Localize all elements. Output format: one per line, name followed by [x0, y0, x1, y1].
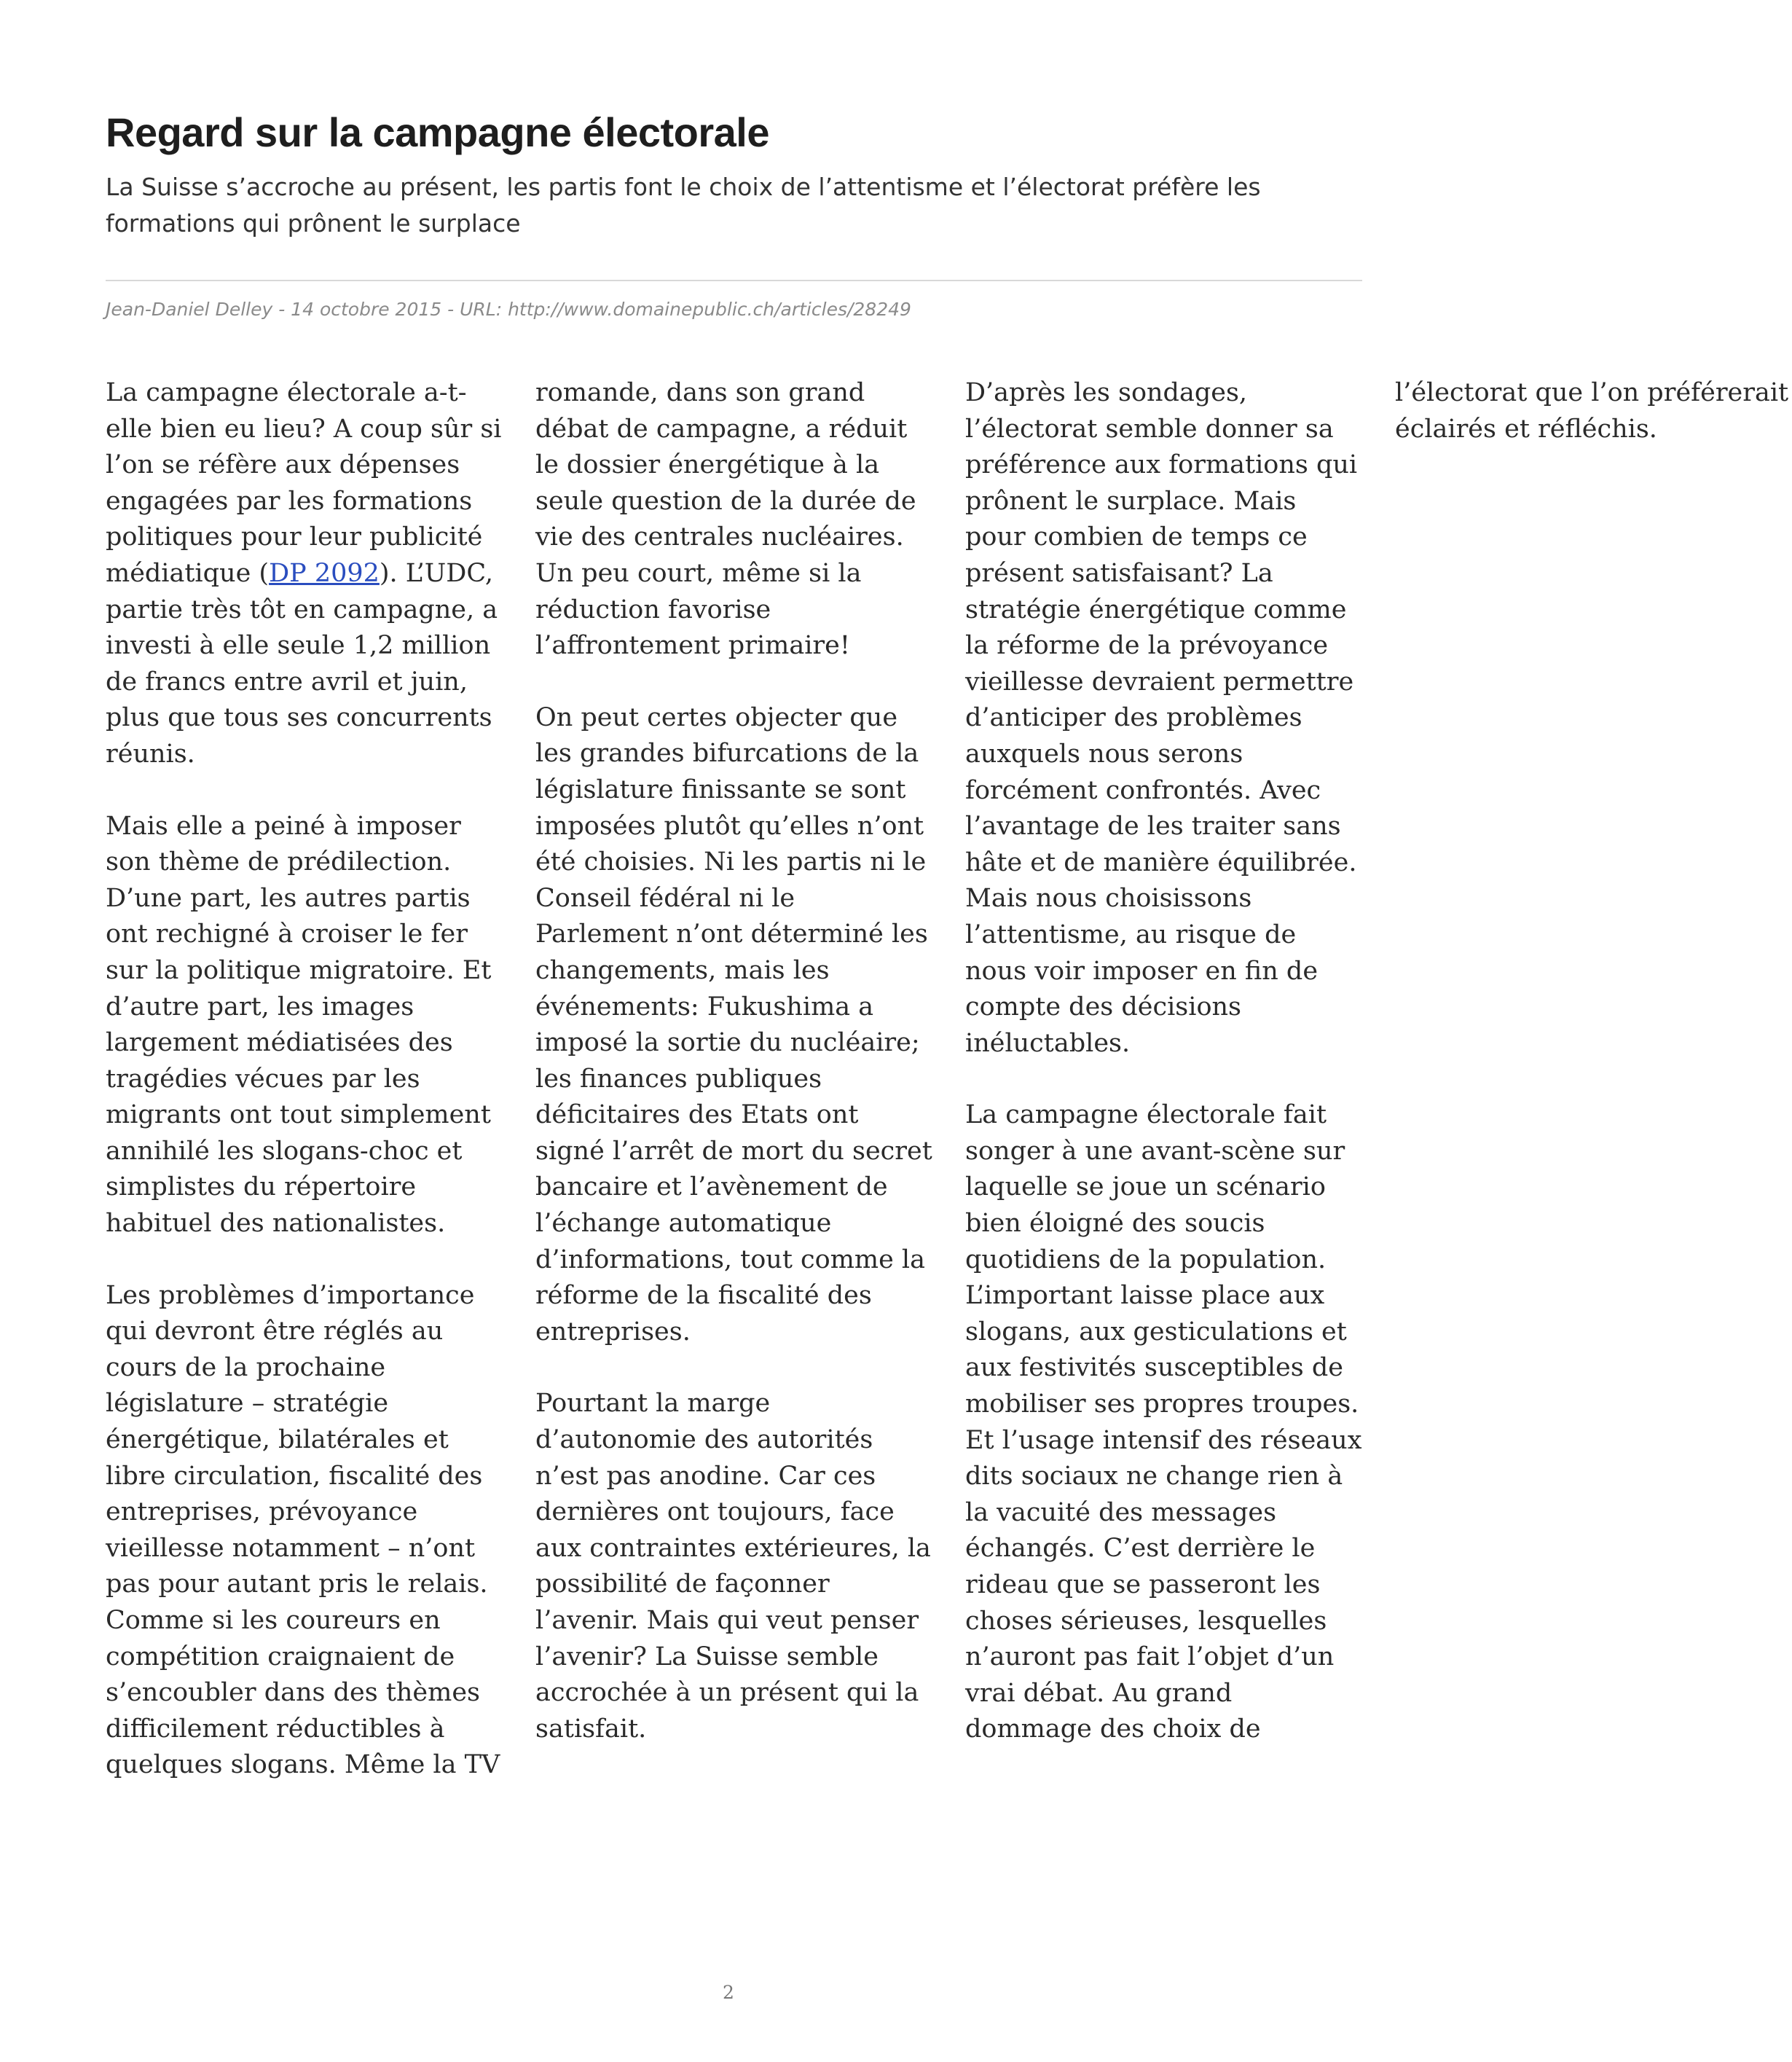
paragraph-2: Mais elle a peiné à imposer son thème de prédilection. D’une part, les autres partis ont rechigné à croiser le fer sur la politique migratoire. Et d’autre part, les images largement médiatisées des tragédies vécues par les migrants ont tout simplement annihilé les slogans-choc et simplistes du répertoire habituel des nationalistes. — [106, 811, 492, 1239]
paragraph-1-text-start: La campagne électorale a-t-elle bien eu lieu? A coup sûr si l’on se réfère aux dépenses engagées par les formations politiques pour leur publicité médiatique ( — [106, 378, 502, 588]
article-byline: Jean-Daniel Delley - 14 octobre 2015 - URL: http://www.domainepublic.ch/articles/28249 — [106, 299, 911, 320]
page-number: 2 — [723, 1982, 734, 2003]
paragraph-1-text-end: ). L’UDC, partie très tôt en campagne, a investi à elle seule 1,2 million de francs entre avril et juin, plus que tous ses concurrents réunis. — [106, 558, 498, 769]
paragraph-5: Pourtant la marge d’autonomie des autorités n’est pas anodine. Car ces dernières ont toujours, face aux contraintes extérieures, la possibilité de façonner l’avenir. Mais qui veut penser l’avenir? La Suisse semble accrochée à un présent qui la satisfait. — [535, 1389, 931, 1744]
header-divider — [106, 280, 1362, 281]
article-body — [106, 375, 1789, 1803]
page-title: Regard sur la campagne électorale — [106, 109, 769, 155]
paragraph-3: Les problèmes d’importance qui devront être réglés au cours de la prochaine législature – stratégie énergétique, bilatérales et libre circulation, fiscalité des entreprises, prévoyance vieillesse notamment – n’ont pas pour autant pris le relais. Comme si les coureurs en compétition craignaient de s’encoubler dans des thèmes difficilement réductibles à quelques slogans. Même la TV romande, dans son grand débat de campagne, a réduit le dossier énergétique à la seule question de la durée de vie des centrales nucléaires. Un peu court, même si la réduction favorise l’affrontement primaire! — [106, 378, 916, 1780]
paragraph-7: La campagne électorale fait songer à une avant-scène sur laquelle se joue un scénario bien éloigné des soucis quotidiens de la population. L’important laisse place aux slogans, aux gesticulations et aux festivités susceptibles de mobiliser ses propres troupes. Et l’usage intensif des réseaux dits sociaux ne change rien à la vacuité des messages échangés. C’est derrière le rideau que se passeront les choses sérieuses, lesquelles n’auront pas fait l’objet d’un vrai débat. Au grand dommage des choix de l’électorat que l’on préférerait éclairés et réfléchis. — [965, 378, 1789, 1744]
paragraph-1 — [106, 375, 503, 773]
paragraph-4: On peut certes objecter que les grandes bifurcations de la législature finissante se sont imposées plutôt qu’elles n’ont été choisies. Ni les partis ni le Conseil fédéral ni le Parlement n’ont déterminé les changements, mais les événements: Fukushima a imposé la sortie du nucléaire; les finances publiques déficitaires des Etats ont signé l’arrêt de mort du secret bancaire et l’avènement de l’échange automatique d’informations, tout comme la réforme de la fiscalité des entreprises. — [535, 702, 932, 1346]
paragraph-6: D’après les sondages, l’électorat semble donner sa préférence aux formations qui prônent le surplace. Mais pour combien de temps ce présent satisfaisant? La stratégie énergétique comme la réforme de la prévoyance vieillesse devraient permettre d’anticiper des problèmes auxquels nous serons forcément confrontés. Avec l’avantage de les traiter sans hâte et de manière équilibrée. Mais nous choisissons l’attentisme, au risque de nous voir imposer en fin de compte des décisions inéluctables. — [965, 378, 1358, 1058]
dp-2092-link[interactable]: DP 2092 — [269, 558, 380, 588]
article-header — [106, 109, 1362, 242]
article-subtitle: La Suisse s’accroche au présent, les partis font le choix de l’attentisme et l’électorat préfère les formations qui prônent le surplace — [106, 173, 1261, 238]
